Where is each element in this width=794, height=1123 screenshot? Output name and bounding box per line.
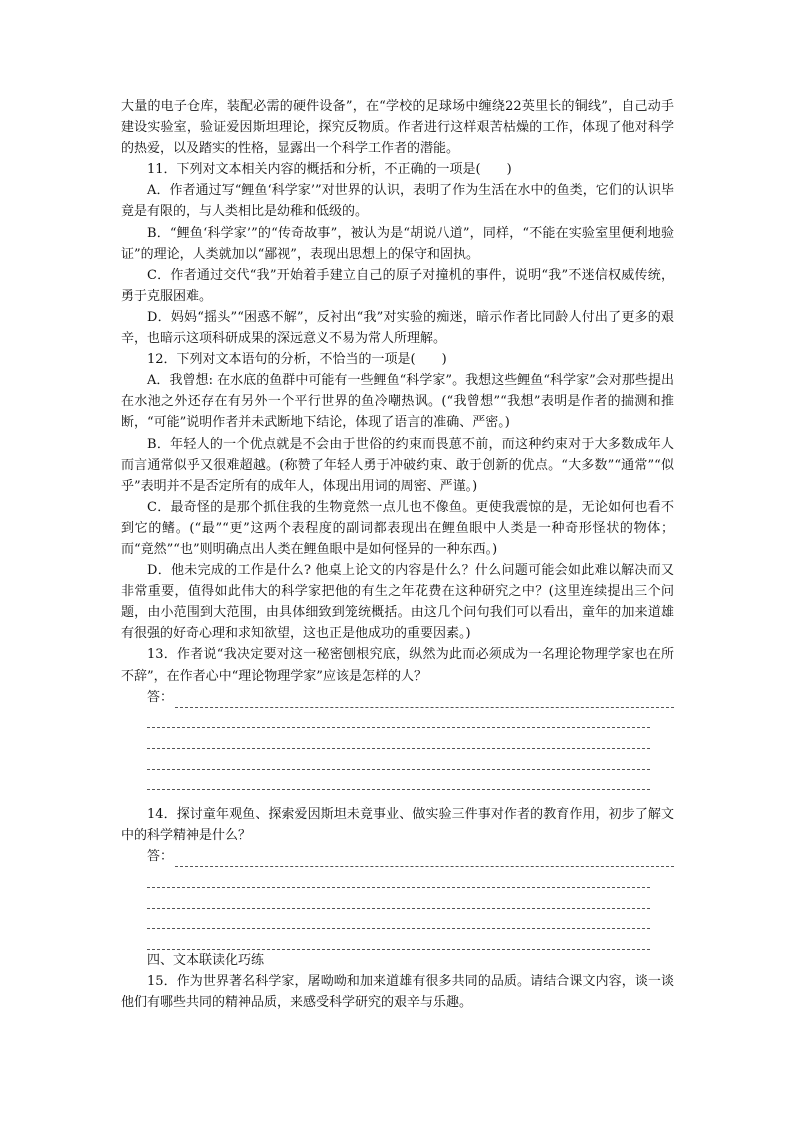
q14-answer-row[interactable] [121, 846, 674, 867]
q13-answer-line-3[interactable] [121, 728, 674, 749]
intro-paragraph: 大量的电子仓库，装配必需的硬件设备”，在“学校的足球场中缠绕22英里长的铜线”，自己动手建设实验室，验证爱因斯坦理论，探究反物质。作者进行这样艰苦枯燥的工作，体现了他对科学的热爱，以及踏实的性格，显露出一个科学工作者的潜能。 [121, 99, 674, 157]
q14-answer-line-2[interactable] [121, 867, 674, 888]
q11-stem: 11．下列对文本相关内容的概括和分析，不正确的一项是( ) [147, 162, 512, 178]
q12-option-a: A．我曾想: 在水底的鱼群中可能有一些鲤鱼“科学家”。我想这些鲤鱼“科学家”会对那些提出在水池之外还存在有另外一个平行世界的鱼冷嘲热讽。(“我曾想”“我想”表明是作者的揣测和推断，“可能”说明作者并未武断地下结论，体现了语言的准确、严密。) [121, 373, 674, 431]
document-page [121, 96, 674, 1013]
q11-option-a: A．作者通过写“鲤鱼‘科学家’”对世界的认识，表明了作为生活在水中的鱼类，它们的认识毕竟是有限的，与人类相比是幼稚和低级的。 [121, 183, 674, 220]
q15-stem: 15．作为世界著名科学家，屠呦呦和加来道雄有很多共同的品质。请结合课文内容，谈一谈他们有哪些共同的精神品质，来感受科学研究的艰辛与乐趣。 [121, 973, 674, 1010]
q13-answer-line-5[interactable] [121, 770, 674, 791]
q12-stem: 12．下列对文本语句的分析，不恰当的一项是( ) [147, 352, 447, 368]
q14-answer-line-5[interactable] [121, 929, 674, 950]
q11-option-d: D．妈妈“摇头”“困惑不解”，反衬出“我”对实验的痴迷，暗示作者比同龄人付出了更多的艰辛，也暗示这项科研成果的深远意义不易为常人所理解。 [121, 309, 674, 347]
q11-option-b: B．“鲤鱼‘科学家’”的“传奇故事”，被认为是“胡说八道”，同样，“不能在实验室里便利地验证”的理论，人类就加以“鄙视”，表现出思想上的保守和固执。 [121, 225, 674, 262]
q13-answer-line[interactable] [175, 694, 674, 708]
q13-answer-row[interactable] [121, 687, 674, 708]
q13-stem: 13．作者说“我决定要对这一秘密刨根究底，纵然为此而必须成为一名理论物理学家也在所不辞”，在作者心中“理论物理学家”应该是怎样的人？ [121, 647, 674, 684]
q13-answer-line-4[interactable] [121, 749, 674, 770]
q12-option-b: B．年轻人的一个优点就是不会由于世俗的约束而畏葸不前，而这种约束对于大多数成年人而言通常似乎又很难超越。(称赞了年轻人勇于冲破约束、敢于创新的优点。“大多数”“通常”“似乎”表明并不是否定所有的成年人，体现出用词的周密、严谨。) [121, 436, 674, 494]
q14-answer-line-4[interactable] [121, 909, 674, 930]
q14-answer-line[interactable] [175, 853, 674, 867]
section-heading-4: 四、文本联读化巧练 [147, 952, 265, 968]
q14-answer-label: 答： [147, 849, 174, 865]
q14-stem: 14．探讨童年观鱼、探索爱因斯坦未竟事业、做实验三件事对作者的教育作用，初步了解文中的科学精神是什么？ [121, 807, 674, 844]
q14-answer-line-3[interactable] [121, 888, 674, 909]
q11-option-c: C．作者通过交代“我”开始着手建立自己的原子对撞机的事件，说明“我”不迷信权威传统，勇于克服困难。 [121, 267, 674, 304]
q13-answer-line-2[interactable] [121, 708, 674, 729]
q12-option-c: C．最奇怪的是那个抓住我的生物竟然一点儿也不像鱼。更使我震惊的是，无论如何也看不到它的鳍。(“最”“更”这两个表程度的副词都表现出在鲤鱼眼中人类是一种奇形怪状的物体；而“竟然”“也”则明确点出人类在鲤鱼眼中是如何怪异的一种东西。) [121, 499, 674, 557]
q13-answer-label: 答： [147, 689, 174, 705]
q12-option-d: D．他未完成的工作是什么? 他桌上论文的内容是什么？什么问题可能会如此难以解决而又非常重要，值得如此伟大的科学家把他的有生之年花费在这种研究之中？(这里连续提出三个问题，由小范围到大范围，由具体细致到笼统概括。由这几个问句我们可以看出，童年的加来道雄有很强的好奇心理和求知欲望，这也正是他成功的重要因素。) [121, 563, 674, 642]
